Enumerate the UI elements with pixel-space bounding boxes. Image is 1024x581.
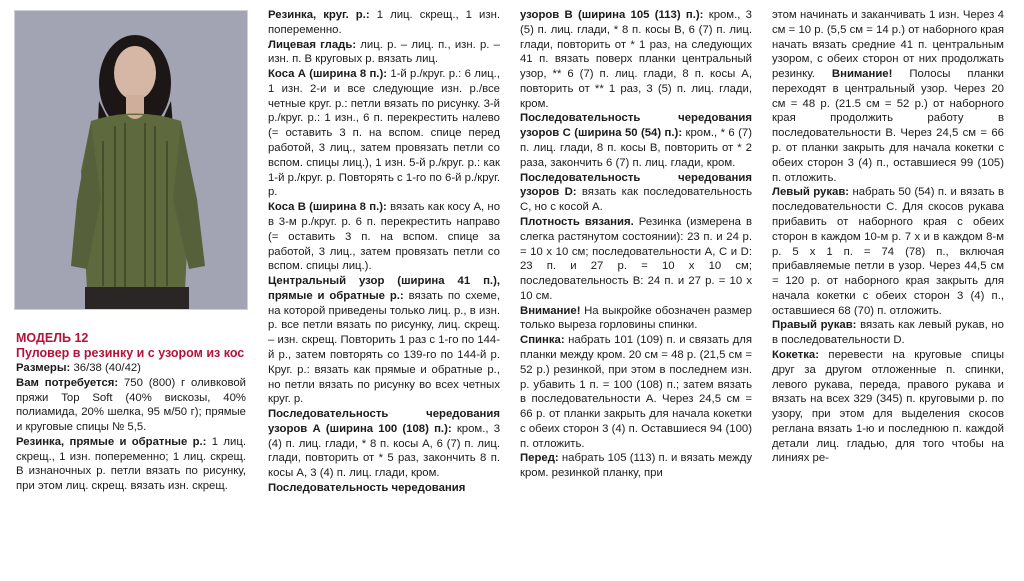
paragraph <box>520 111 752 170</box>
paragraph <box>268 38 500 68</box>
rib-text: 1 лиц. скрещ., 1 изн. попеременно; 1 лиц. скрещ. В изнаночных р. петли вязать по рисунку, при этом лиц. скрещ. вязать изн. скрещ. <box>16 435 246 493</box>
paragraph-label: Правый рукав: <box>772 319 857 332</box>
paragraph-label: узоров В (ширина 105 (113) п.): <box>520 9 704 21</box>
paragraph <box>520 451 752 481</box>
column-2 <box>268 8 500 496</box>
paragraph <box>520 333 752 451</box>
paragraph <box>268 274 500 407</box>
rib-label: Резинка, прямые и обратные р.: <box>16 435 207 448</box>
model-number: МОДЕЛЬ 12 <box>16 331 89 345</box>
model-title: Пуловер в резинку и с узором из кос <box>16 346 245 360</box>
paragraph <box>772 185 1004 318</box>
paragraph-text: 1 лиц. скрещ., 1 изн. попеременно. <box>268 9 500 36</box>
paragraph-text: вязать как косу А, но в 3-м р./круг. р. 6 п. перекрестить направо (= оставить 3 п. на вспом. спице за работой, 3 лиц., затем провязать петли со вспом. спицы лиц.). <box>268 201 501 273</box>
paragraph-text: этом начинать и заканчивать 1 изн. Через 4 см = 10 р. (5,5 см = 14 р.) от наборного края начать вязать средние 41 п. центральным узором, с обеих сторон от них продолжать резинку. <box>772 9 1004 81</box>
paragraph-text: кром., 3 (5) п. лиц. глади, * 8 п. косы В, 6 (7) п. лиц. глади, повторить от * 1 раз, на следующих 41 п. вязать поверх планки центральный узор, ** 6 (7) п. лиц. глади, 8 п. косы А, повторить от ** 1 раз, 3 (5) п. лиц. глади, кром. <box>520 9 752 110</box>
paragraph-label: Плотность вязания. <box>520 215 634 228</box>
attention-label: Внимание! <box>831 68 893 81</box>
paragraph <box>268 407 500 481</box>
materials-text: 750 (800) г оливковой пряжи Top Soft (40% вискозы, 40% полиамида, 20% шелка, 95 м/50 г); прямые и круговые спицы № 5,5. <box>16 376 246 434</box>
paragraph-text: набрать 50 (54) п. и вязать в последовательности С. Для скосов рукава прибавить от наборного края с обеих сторон в каждом 10-м р. 7 х и в каждом 8-м р. 5 х 1 п. = 74 (78) п., включая прибавляемые петли в узор. Через 44,5 см = 120 р. от наборного края закрыть для начала кокетки с обеих сторон 3 (4) п., оставшиеся 68 (70) п. отложить. <box>772 186 1004 317</box>
paragraph <box>268 200 500 274</box>
paragraph-label: Последовательность чередования узоров D: <box>520 171 752 199</box>
paragraph <box>268 481 500 496</box>
paragraph <box>772 348 1004 466</box>
column-1 <box>16 330 246 494</box>
paragraph <box>520 304 752 334</box>
materials-paragraph <box>16 376 246 435</box>
paragraph-label: Внимание! <box>520 304 581 317</box>
paragraph-text: вязать как левый рукав, но в последовательности D. <box>772 319 1004 347</box>
paragraph-text: Резинка (измерена в слегка растянутом состоянии): 23 п. и 24 р. = 10 х 10 см; последовательности А, С и D: 23 п. и 27 р. = 10 х 10 см; последовательность В: 24 п. и 27 р. = 10 х 10 см. <box>520 215 752 302</box>
paragraph-text: кром., * 6 (7) п. лиц. глади, 8 п. косы В, повторить от * 2 раза, закончить 6 (7) п. лиц. глади, кром. <box>520 127 752 169</box>
paragraph-label: Последовательность чередования узоров А (ширина 100 (108) п.): <box>268 408 500 435</box>
paragraph-text: На выкройке обозначен размер только выреза горловины спинки. <box>520 304 752 332</box>
paragraph-label: Последовательность чередования узоров С (ширина 50 (54) п.): <box>520 112 752 140</box>
paragraph <box>772 318 1004 348</box>
paragraph-text: лиц. р. – лиц. п., изн. р. – изн. п. В круговых р. вязать лиц. <box>268 38 500 66</box>
sizes-paragraph <box>16 361 246 376</box>
paragraph <box>268 67 500 200</box>
paragraph-label: Центральный узор (ширина 41 п.), прямые и обратные р.: <box>268 275 500 302</box>
paragraph <box>520 215 752 304</box>
paragraph-label: Последовательность чередования <box>268 482 466 494</box>
paragraph-label: Спинка: <box>520 334 565 347</box>
paragraph-text: вязать по схеме, на которой приведены только лиц. р., в изн. р. все петли вязать по рисунку, лиц. скрещ. – изн. скрещ. Повторить 1 раз с 1-го по 144-й р., затем повторять со 139-го по 144-й р. Круг. р.: вязать как прямые и обратные р., но петли вязать по рисунку во всех четных круг. р. <box>268 289 500 406</box>
paragraph-text: вязать как последовательность С, но с косой А. <box>520 186 752 214</box>
column-4 <box>772 8 1004 466</box>
model-photo-illustration <box>15 11 247 309</box>
paragraph-label: Перед: <box>520 452 559 465</box>
paragraph-text: набрать 101 (109) п. и связать для планки между кром. 20 см = 48 р. (21,5 см = 52 р.) резинкой, при этом в последнем изн. р. убавить 1 п. = 100 (108) п.; затем вязать в последовательности А. Через 24,5 см = 66 р. от планки закрыть для начала кокетки с обеих сторон 3 (4) п. Оставшиеся 94 (100) п. отложить. <box>520 334 752 450</box>
paragraph-label: Левый рукав: <box>772 186 850 199</box>
paragraph <box>520 171 752 215</box>
paragraph <box>772 8 1004 185</box>
paragraph-text: набрать 105 (113) п. и вязать между кром. резинкой планку, при <box>520 452 752 480</box>
paragraph-label: Коса В (ширина 8 п.): <box>268 201 387 214</box>
paragraph <box>268 8 500 38</box>
model-photo <box>14 10 248 310</box>
paragraph-text: кром., 3 (4) п. лиц. глади, * 8 п. косы А, 6 (7) п. лиц. глади, повторить от * 5 раз, закончить 8 п. косы А, 3 (4) п. лиц. глади, кром. <box>268 422 501 480</box>
paragraph-label: Резинка, круг. р.: <box>268 9 370 21</box>
paragraph-text: Полосы планки переходят в центральный узор. Через 20 см = 48 р. (21.5 см = 52 р.) от наборного края продолжить работу в последовательности В. Через 24,5 см = 66 р. от планки закрыть для начала кокетки с обеих сторон 3 (4) п., оставшиеся 99 (105) п. отложить. <box>772 68 1005 184</box>
paragraph-text: 1-й р./круг. р.: 6 лиц., 1 изн. 2-и и все следующие изн. р./все четные круг. р.: петли вязать по рисунку. 3-й р./круг. р.: 1 изн., 6 п. перекрестить налево (= оставить 3 п. на вспом. спице перед работой, 3 лиц., затем провязать петли со вспом. спицы лиц.), 1 изн. 5-й р./круг. р.: как 1-й р./круг. р. Повторять с 1-го по 6-й р./круг. р. <box>268 68 500 199</box>
paragraph-label: Лицевая гладь: <box>268 38 357 51</box>
paragraph-text: перевести на круговые спицы друг за другом отложенные п. спинки, левого рукава, переда, правого рукава и вязать на всех 329 (345) п. круговыми р. по узору, при этом для выделения скосов реглана вязать 1-ю и последнюю п. каждой детали лиц. гладью, для того чтобы на линиях ре- <box>772 348 1004 465</box>
paragraph <box>520 8 752 111</box>
materials-label: Вам потребуется: <box>16 376 119 389</box>
paragraph-label: Кокетка: <box>772 348 820 361</box>
sizes-label: Размеры: <box>16 362 71 374</box>
paragraph-label: Коса А (ширина 8 п.): <box>268 68 388 81</box>
column-3 <box>520 8 752 481</box>
rib-paragraph <box>16 435 246 494</box>
sizes-text: 36/38 (40/42) <box>70 362 141 374</box>
